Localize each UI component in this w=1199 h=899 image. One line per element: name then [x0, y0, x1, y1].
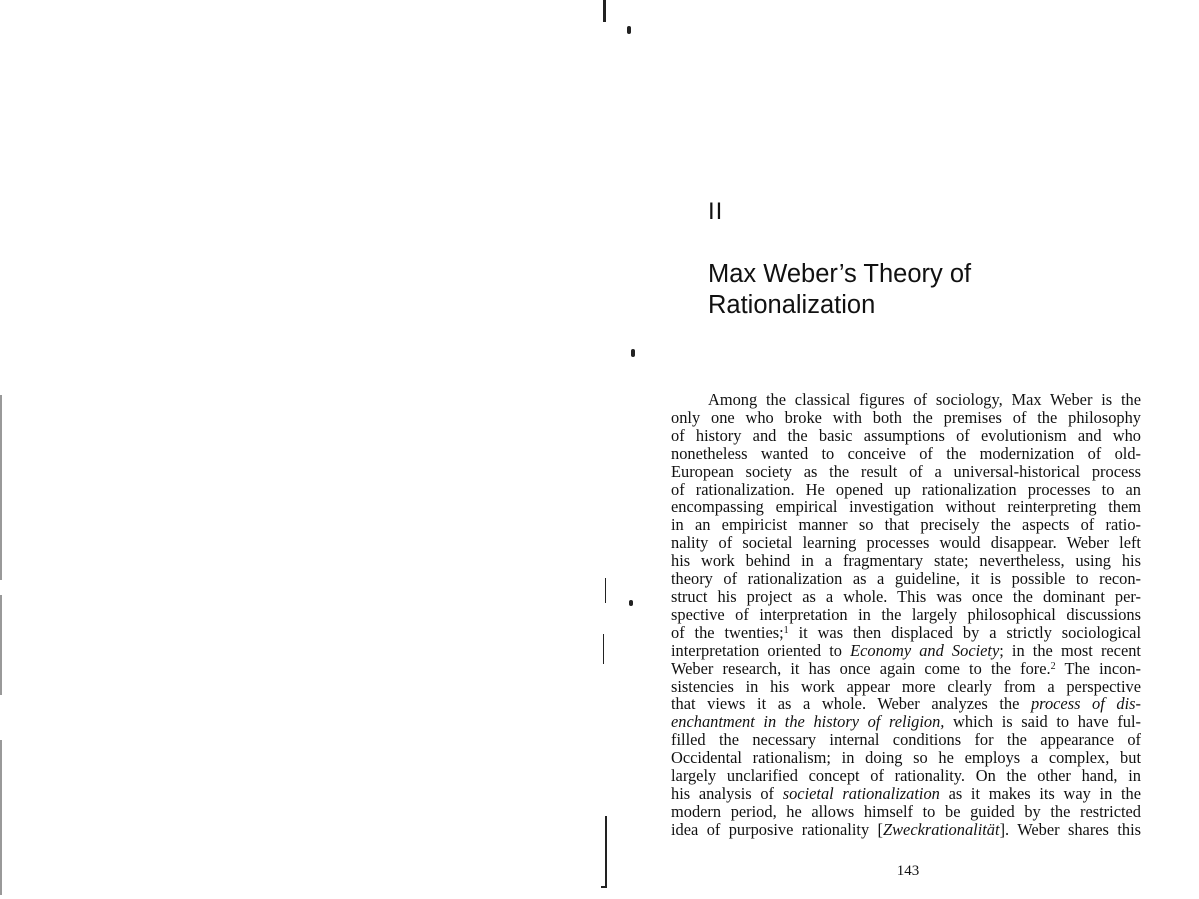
- scan-artifact: [629, 600, 633, 606]
- text-span: that views it as a whole. Weber analyzes the: [671, 694, 1031, 714]
- text-line: [671, 624, 1141, 642]
- text-span: interpretation oriented to: [671, 640, 851, 660]
- text-line: largely unclarified concept of rationality. On the other hand, in: [671, 766, 1141, 786]
- text-span: his analysis of: [671, 783, 783, 803]
- text-line: modern period, he allows himself to be guided by the restricted: [671, 801, 1141, 821]
- chapter-number: II: [708, 198, 724, 225]
- scan-artifact: [603, 0, 606, 22]
- text-line: of rationalization. He opened up rationalization processes to an: [671, 479, 1141, 499]
- text-line: [671, 713, 1141, 731]
- scan-edge: [0, 740, 2, 895]
- footnote-ref-2[interactable]: 2: [1050, 660, 1056, 672]
- text-span: ; in the most recent: [999, 640, 1141, 660]
- text-line: only one who broke with both the premises of the philosophy: [671, 407, 1141, 427]
- text-line: sistencies in his work appear more clearly from a perspective: [671, 676, 1141, 696]
- scan-edge: [0, 595, 2, 695]
- text-span: of the twenties;: [671, 622, 784, 642]
- scan-artifact: [603, 634, 604, 664]
- text-line: theory of rationalization as a guideline, it is possible to recon-: [671, 569, 1141, 589]
- text-line: encompassing empirical investigation without reinterpreting them: [671, 497, 1141, 517]
- scan-edge: [0, 395, 2, 580]
- text-line: nonetheless wanted to conceive of the modernization of old-: [671, 443, 1141, 463]
- text-line: struct his project as a whole. This was once the dominant per-: [671, 586, 1141, 606]
- page-number: 143: [896, 863, 920, 879]
- text-line: European society as the result of a universal-historical process: [671, 461, 1141, 481]
- text-line: Among the classical figures of sociology, Max Weber is the: [708, 390, 1141, 409]
- text-line: nality of societal learning processes would disappear. Weber left: [671, 533, 1141, 553]
- scan-artifact: [601, 886, 607, 888]
- text-line: [671, 642, 1141, 660]
- text-span: which is said to have ful-: [944, 712, 1141, 732]
- text-line: [671, 660, 1141, 678]
- text-line: [671, 695, 1141, 713]
- scan-artifact: [605, 578, 606, 603]
- footnote-ref-1[interactable]: 1: [783, 624, 789, 636]
- italic-phrase: process of dis-: [1030, 694, 1141, 714]
- italic-term: Zweckrationalität: [883, 819, 1000, 839]
- text-span: Weber research, it has once again come to the fore.: [671, 658, 1051, 678]
- text-span: idea of purposive rationality [: [671, 819, 883, 839]
- italic-title: Economy and Society: [850, 640, 1000, 660]
- chapter-title: [708, 259, 1128, 321]
- scan-artifact: [631, 349, 635, 357]
- chapter-title-line: Rationalization: [708, 291, 876, 319]
- text-line: filled the necessary internal conditions for the appearance of: [671, 730, 1141, 750]
- text-line: of history and the basic assumptions of evolutionism and who: [671, 425, 1141, 445]
- chapter-title-line: Max Weber’s Theory of: [708, 260, 972, 288]
- body-paragraph: [671, 391, 1141, 839]
- italic-phrase: societal rationalization: [782, 783, 940, 803]
- text-span: it was then displaced by a strictly sociological: [788, 622, 1141, 642]
- text-line: his work behind in a fragmentary state; nevertheless, using his: [671, 551, 1141, 571]
- text-span: as it makes its way in the: [939, 783, 1141, 803]
- text-line: [671, 785, 1141, 803]
- text-span: The incon-: [1055, 658, 1141, 678]
- scan-artifact: [627, 26, 631, 34]
- text-line: [671, 821, 1141, 839]
- text-line: spective of interpretation in the largely philosophical discussions: [671, 604, 1141, 624]
- text-line: Occidental rationalism; in doing so he employs a complex, but: [671, 748, 1141, 768]
- scan-artifact: [605, 816, 607, 888]
- italic-phrase: enchantment in the history of religion,: [671, 712, 945, 732]
- text-line: in an empiricist manner so that precisely the aspects of ratio-: [671, 515, 1141, 535]
- text-span: ]. Weber shares this: [999, 819, 1142, 839]
